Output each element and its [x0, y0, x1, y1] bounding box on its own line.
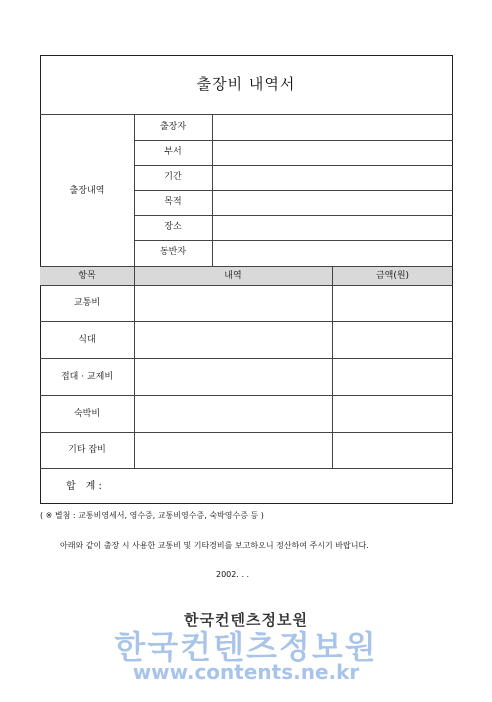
- field-label-department: 부서: [164, 147, 182, 157]
- cell-amount-lodging[interactable]: [333, 396, 452, 432]
- cell-detail-entertainment[interactable]: [135, 359, 331, 395]
- header-item: 항목: [78, 271, 96, 281]
- field-value-traveler[interactable]: [213, 115, 452, 140]
- field-label-companion: 동반자: [159, 247, 187, 257]
- field-label-period: 기간: [164, 172, 182, 182]
- watermark-url: www.contents.ne.kr: [132, 660, 360, 684]
- watermark-org-name: 한국컨텐츠정보원: [184, 611, 308, 629]
- row-label-misc: 기타 잡비: [68, 445, 106, 455]
- field-value-place[interactable]: [213, 216, 452, 240]
- cell-detail-meals[interactable]: [135, 322, 331, 358]
- attachment-note: ( ※ 별첨 : 교통비영세서, 영수증, 교통비영수증, 숙박영수증 등 ): [40, 511, 264, 520]
- field-label-traveler: 출장자: [159, 122, 187, 132]
- cell-detail-transport[interactable]: [135, 286, 331, 321]
- date-line: 2002. . .: [216, 570, 250, 579]
- header-amount: 금액(원): [375, 271, 410, 281]
- field-value-purpose[interactable]: [213, 191, 452, 215]
- field-value-department[interactable]: [213, 141, 452, 165]
- watermark-logo-text: 한국컨텐츠정보원: [114, 628, 378, 666]
- row-label-entertainment: 접대 · 교제비: [60, 372, 114, 382]
- row-label-lodging: 숙박비: [73, 409, 101, 419]
- field-label-place: 장소: [164, 222, 182, 232]
- cell-detail-misc[interactable]: [135, 433, 331, 468]
- row-label-transport: 교통비: [73, 298, 101, 308]
- cell-amount-misc[interactable]: [333, 433, 452, 468]
- cell-amount-entertainment[interactable]: [333, 359, 452, 395]
- header-detail: 내역: [224, 271, 242, 281]
- field-value-companion[interactable]: [213, 241, 452, 266]
- cell-detail-lodging[interactable]: [135, 396, 331, 432]
- field-value-period[interactable]: [213, 166, 452, 190]
- document-title: 출장비 내역서: [196, 75, 296, 93]
- cell-amount-meals[interactable]: [333, 322, 452, 358]
- section-label: 출장내역: [69, 186, 105, 196]
- field-label-purpose: 목적: [164, 197, 182, 207]
- total-label: 합 계 :: [66, 481, 102, 492]
- cell-amount-transport[interactable]: [333, 286, 452, 321]
- row-label-meals: 식대: [78, 335, 96, 345]
- request-text: 아래와 같이 출장 시 사용한 교통비 및 기타경비를 보고하오니 정산하여 주시기 바랍니다.: [60, 541, 369, 550]
- total-value[interactable]: [110, 469, 452, 503]
